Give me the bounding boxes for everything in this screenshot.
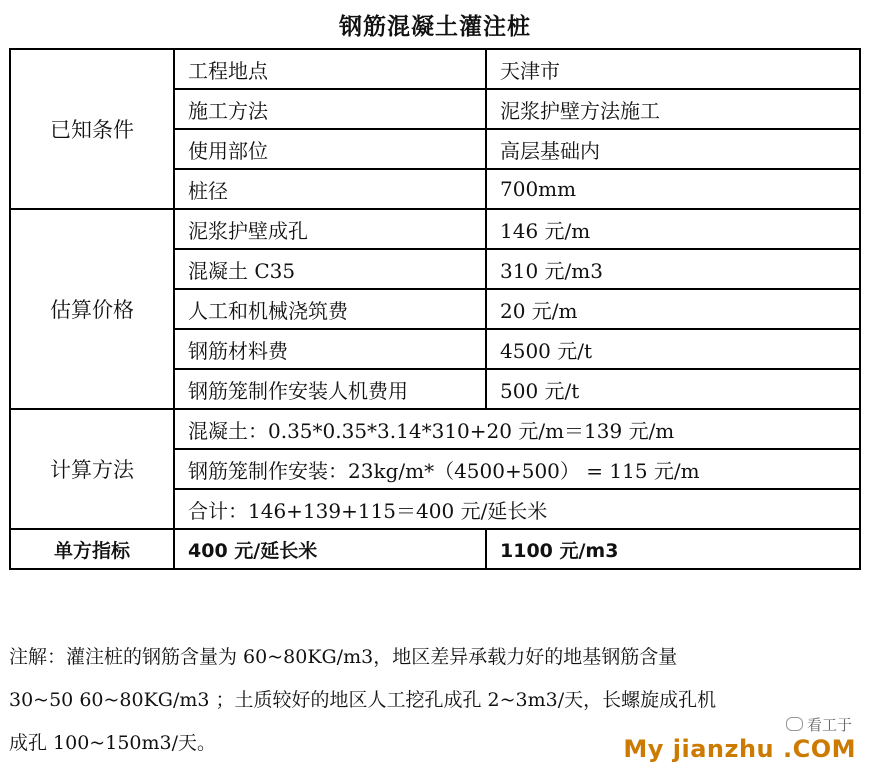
row-value: 310 元/m3 [486, 249, 860, 289]
row-value: 20 元/m [486, 289, 860, 329]
group-unit-index: 单方指标 [10, 529, 174, 569]
row-label: 泥浆护壁成孔 [174, 209, 486, 249]
watermark-account [623, 714, 852, 735]
table-row [10, 49, 860, 89]
row-label: 使用部位 [174, 129, 486, 169]
row-label: 人工和机械浇筑费 [174, 289, 486, 329]
document-title: 钢筋混凝土灌注桩 [339, 14, 531, 40]
calc-line: 合计：146+139+115＝400 元/延长米 [174, 489, 860, 529]
group-known-conditions: 已知条件 [10, 49, 174, 209]
row-value: 天津市 [486, 49, 860, 89]
row-value: 4500 元/t [486, 329, 860, 369]
index-per-cubic-meter: 1100 元/m3 [486, 529, 860, 569]
table-row [10, 209, 860, 249]
row-label: 施工方法 [174, 89, 486, 129]
row-label: 桩径 [174, 169, 486, 209]
watermark [623, 714, 856, 763]
row-label: 钢筋笼制作安装人机费用 [174, 369, 486, 409]
table-row [10, 529, 860, 569]
calc-line: 混凝土：0.35*0.35*3.14*310+20 元/m＝139 元/m [174, 409, 860, 449]
footnote-line: 30~50 60~80KG/m3 ；土质较好的地区人工挖孔成孔 2~3m3/天，长螺旋成孔机 [9, 689, 717, 711]
watermark-site: My jianzhu .COM [623, 735, 856, 763]
index-per-meter: 400 元/延长米 [174, 529, 486, 569]
footnote-line: 成孔 100~150m3/天。 [9, 732, 216, 754]
row-value: 泥浆护壁方法施工 [486, 89, 860, 129]
pile-cost-table [9, 48, 861, 570]
row-value: 700mm [486, 169, 860, 209]
row-label: 钢筋材料费 [174, 329, 486, 369]
footnote-line: 注解：灌注桩的钢筋含量为 60~80KG/m3，地区差异承载力好的地基钢筋含量 [9, 646, 678, 668]
row-value: 146 元/m [486, 209, 860, 249]
calc-line: 钢筋笼制作安装：23kg/m*（4500+500） = 115 元/m [174, 449, 860, 489]
group-calculation-method: 计算方法 [10, 409, 174, 529]
row-label: 工程地点 [174, 49, 486, 89]
row-value: 高层基础内 [486, 129, 860, 169]
table-row [10, 409, 860, 449]
watermark-account-name: 看工于 [806, 716, 852, 734]
wechat-icon [786, 717, 803, 731]
row-label: 混凝土 C35 [174, 249, 486, 289]
row-value: 500 元/t [486, 369, 860, 409]
group-estimated-price: 估算价格 [10, 209, 174, 409]
